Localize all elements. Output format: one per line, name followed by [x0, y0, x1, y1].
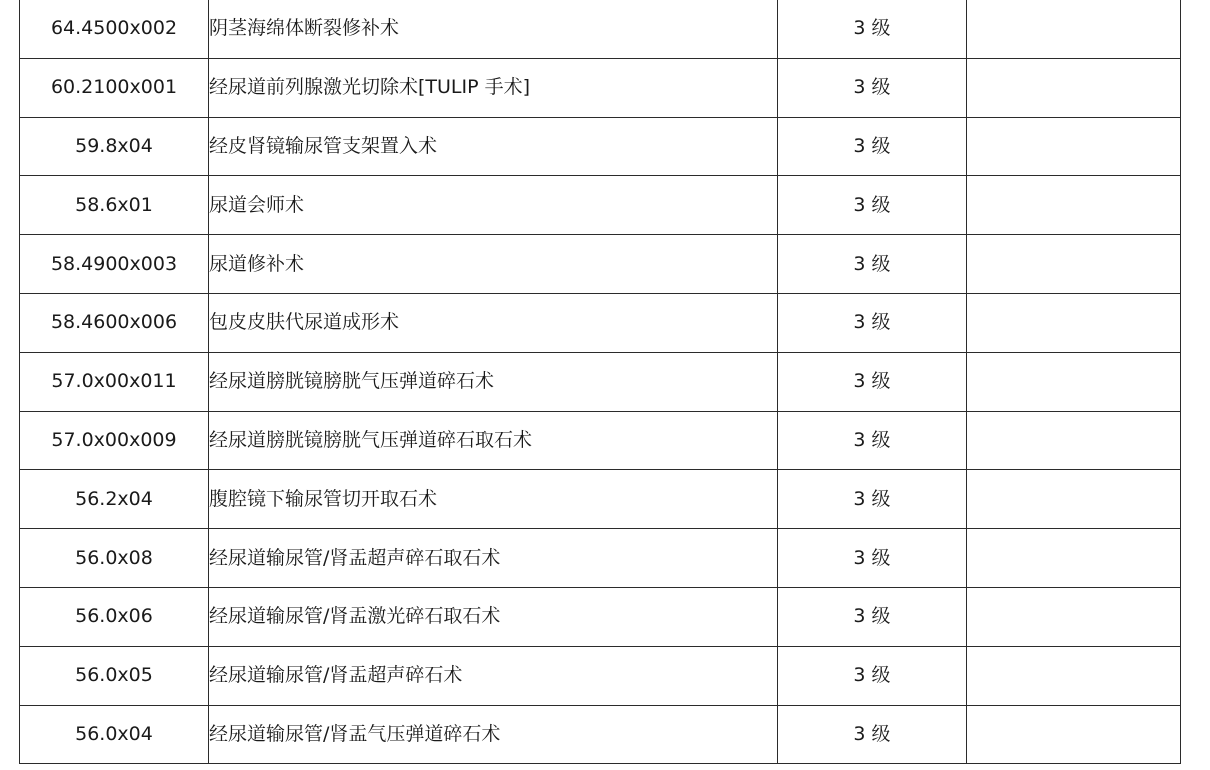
procedure-note-cell	[967, 352, 1181, 411]
procedure-name-cell: 经尿道输尿管/肾盂超声碎石术	[209, 646, 778, 705]
procedure-level-cell: 3 级	[778, 293, 967, 352]
table-row	[20, 58, 1181, 117]
procedure-level-cell: 3 级	[778, 58, 967, 117]
procedure-level-cell: 3 级	[778, 587, 967, 646]
procedure-code-cell: 56.0x04	[20, 705, 209, 764]
table-row	[20, 293, 1181, 352]
procedure-level-cell: 3 级	[778, 235, 967, 294]
procedure-note-cell	[967, 587, 1181, 646]
procedure-code-cell: 59.8x04	[20, 117, 209, 176]
procedure-name-cell: 尿道会师术	[209, 176, 778, 235]
table-row	[20, 646, 1181, 705]
procedure-code-cell: 64.4500x002	[20, 0, 209, 58]
procedure-name-cell: 经皮肾镜输尿管支架置入术	[209, 117, 778, 176]
procedure-code-cell: 56.0x06	[20, 587, 209, 646]
procedure-note-cell	[967, 235, 1181, 294]
procedure-level-cell: 3 级	[778, 470, 967, 529]
procedure-level-cell: 3 级	[778, 117, 967, 176]
procedure-level-cell: 3 级	[778, 529, 967, 588]
procedure-code-cell: 56.0x08	[20, 529, 209, 588]
procedure-code-cell: 58.4600x006	[20, 293, 209, 352]
table-row	[20, 587, 1181, 646]
procedure-name-cell: 经尿道输尿管/肾盂气压弹道碎石术	[209, 705, 778, 764]
procedure-note-cell	[967, 176, 1181, 235]
procedure-note-cell	[967, 58, 1181, 117]
table-row	[20, 0, 1181, 58]
procedure-name-cell: 腹腔镜下输尿管切开取石术	[209, 470, 778, 529]
procedure-code-cell: 57.0x00x011	[20, 352, 209, 411]
table-row	[20, 176, 1181, 235]
procedure-name-cell: 经尿道输尿管/肾盂超声碎石取石术	[209, 529, 778, 588]
procedure-name-cell: 包皮皮肤代尿道成形术	[209, 293, 778, 352]
procedure-code-cell: 58.6x01	[20, 176, 209, 235]
procedure-code-cell: 56.0x05	[20, 646, 209, 705]
procedure-level-cell: 3 级	[778, 176, 967, 235]
procedure-code-cell: 56.2x04	[20, 470, 209, 529]
procedure-code-cell: 58.4900x003	[20, 235, 209, 294]
procedure-code-cell: 57.0x00x009	[20, 411, 209, 470]
procedure-name-cell: 经尿道前列腺激光切除术[TULIP 手术]	[209, 58, 778, 117]
procedure-note-cell	[967, 117, 1181, 176]
procedure-note-cell	[967, 529, 1181, 588]
table-row	[20, 470, 1181, 529]
procedure-table-body	[20, 0, 1181, 764]
procedure-level-cell: 3 级	[778, 411, 967, 470]
procedure-name-cell: 阴茎海绵体断裂修补术	[209, 0, 778, 58]
table-row	[20, 529, 1181, 588]
procedure-level-cell: 3 级	[778, 646, 967, 705]
table-row	[20, 705, 1181, 764]
table-row	[20, 235, 1181, 294]
procedure-name-cell: 经尿道输尿管/肾盂激光碎石取石术	[209, 587, 778, 646]
procedure-code-cell: 60.2100x001	[20, 58, 209, 117]
procedure-note-cell	[967, 646, 1181, 705]
procedure-level-cell: 3 级	[778, 0, 967, 58]
procedure-name-cell: 经尿道膀胱镜膀胱气压弹道碎石术	[209, 352, 778, 411]
procedure-note-cell	[967, 470, 1181, 529]
procedure-table	[19, 0, 1181, 764]
procedure-note-cell	[967, 293, 1181, 352]
table-row	[20, 117, 1181, 176]
procedure-note-cell	[967, 0, 1181, 58]
procedure-note-cell	[967, 411, 1181, 470]
procedure-level-cell: 3 级	[778, 352, 967, 411]
procedure-name-cell: 尿道修补术	[209, 235, 778, 294]
procedure-name-cell: 经尿道膀胱镜膀胱气压弹道碎石取石术	[209, 411, 778, 470]
table-row	[20, 352, 1181, 411]
table-row	[20, 411, 1181, 470]
procedure-level-cell: 3 级	[778, 705, 967, 764]
procedure-note-cell	[967, 705, 1181, 764]
